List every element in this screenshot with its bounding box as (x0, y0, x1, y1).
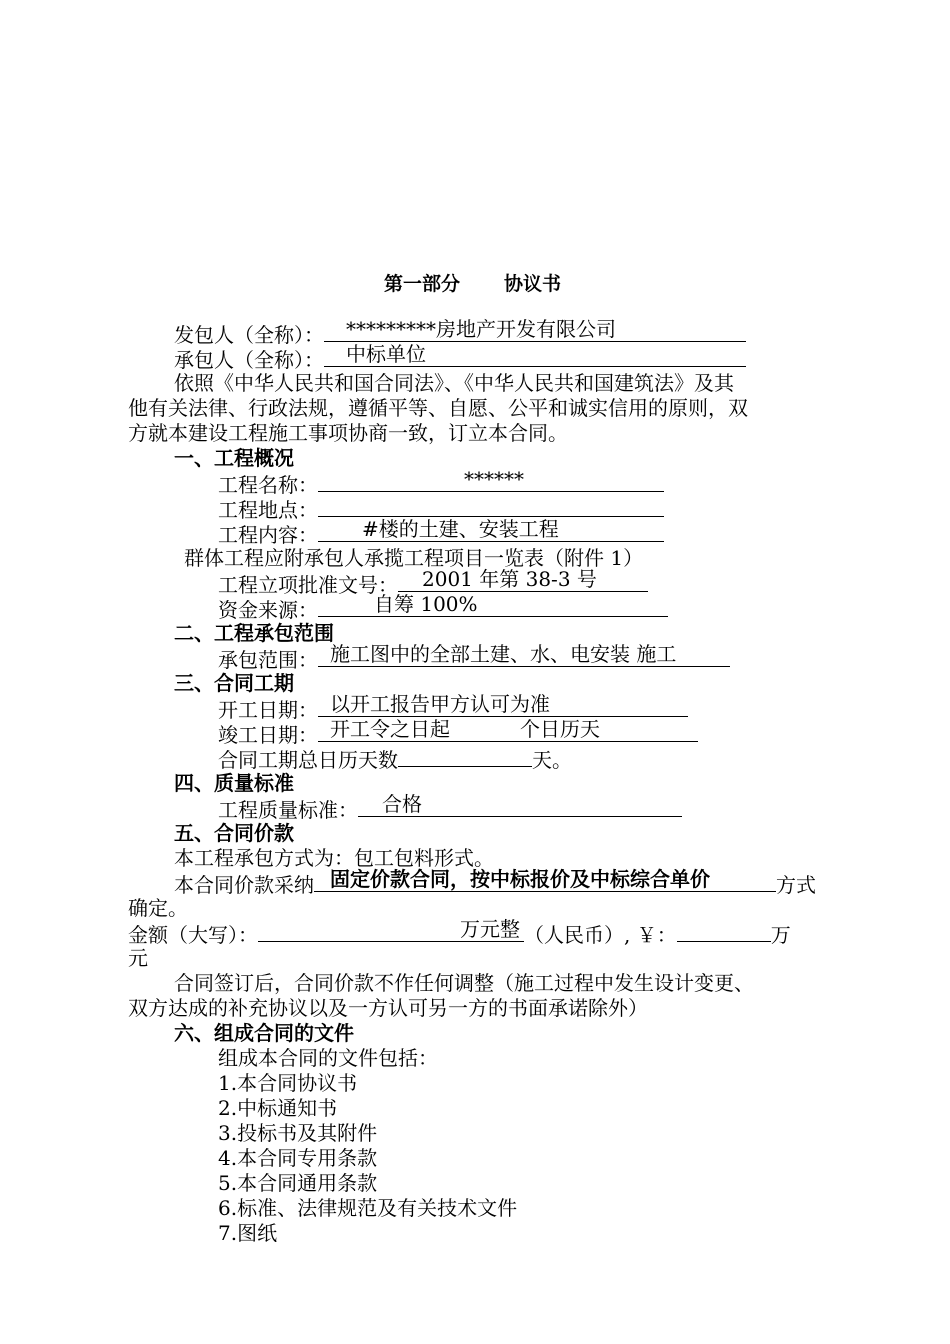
amount-unit: 万元整 (460, 917, 520, 941)
price-method-cont: 确定。 (128, 896, 188, 920)
end-date-value-b: 个日历天 (520, 717, 600, 741)
total-days-label: 合同工期总日历天数 (218, 748, 398, 772)
title-part: 第一部分 (384, 273, 461, 295)
contractor-field (324, 342, 746, 367)
section-3-heading: 三、合同工期 (174, 671, 294, 695)
contract-mode-line: 本工程承包方式为：包工包料形式。 (174, 846, 494, 870)
section-2-heading: 二、工程承包范围 (174, 621, 334, 645)
page-title (384, 272, 561, 296)
price-note-line-2: 双方达成的补充协议以及一方认可另一方的书面承诺除外） (128, 996, 648, 1020)
project-content-line (218, 517, 664, 547)
contractor-label: 承包人（全称）： (174, 348, 324, 372)
intro-line-2: 他有关法律、行政法规，遵循平等、自愿、公平和诚实信用的原则，双 (128, 396, 748, 420)
scope-value: 施工图中的全部土建、水、电安装 施工 (330, 642, 677, 666)
intro-line-3: 方就本建设工程施工事项协商一致，订立本合同。 (128, 421, 568, 445)
start-date-value: 以开工报告甲方认可为准 (330, 692, 550, 716)
document-item: 7.图纸 (218, 1221, 278, 1245)
employer-line (174, 317, 746, 347)
document-item: 1.本合同协议书 (218, 1071, 358, 1095)
funding-source-label: 资金来源： (218, 598, 318, 622)
amount-words-field (258, 917, 524, 942)
quality-value: 合格 (382, 792, 422, 816)
quality-field (358, 792, 682, 817)
group-project-note: 群体工程应附承包人承揽工程项目一览表（附件 1） (184, 546, 644, 570)
project-content-label: 工程内容： (218, 523, 318, 547)
total-days-field (398, 746, 532, 767)
end-date-field (318, 717, 698, 742)
contractor-line (174, 342, 746, 372)
document-item: 6.标准、法律规范及有关技术文件 (218, 1196, 518, 1220)
amount-label: 金额（大写）： (128, 923, 258, 947)
document-item: 4.本合同专用条款 (218, 1146, 378, 1170)
intro-line-1: 依照《中华人民共和国合同法》、《中华人民共和国建筑法》及其 (174, 371, 734, 395)
funding-source-field (318, 592, 668, 617)
approval-number-field (398, 567, 648, 592)
document-item: 5.本合同通用条款 (218, 1171, 378, 1195)
amount-unit-2-cont: 元 (128, 946, 148, 970)
project-location-label: 工程地点： (218, 498, 318, 522)
approval-number-label: 工程立项批准文号： (218, 573, 398, 597)
project-content-field (318, 517, 664, 542)
total-days-unit: 天。 (532, 748, 572, 772)
end-date-line (218, 717, 698, 747)
funding-source-line (218, 592, 668, 622)
document-item: 2.中标通知书 (218, 1096, 338, 1120)
section-4-heading: 四、质量标准 (174, 771, 294, 795)
amount-figure-field (677, 921, 771, 942)
end-date-value-a: 开工令之日起 (330, 717, 450, 741)
document-item: 3.投标书及其附件 (218, 1121, 378, 1145)
section-6-heading: 六、组成合同的文件 (174, 1021, 354, 1045)
price-method-line (174, 867, 816, 897)
title-name: 协议书 (504, 273, 562, 295)
quality-line (218, 792, 682, 822)
amount-line (128, 917, 791, 947)
project-name-line (218, 467, 664, 497)
project-name-field (318, 467, 664, 492)
employer-value: *********房地产开发有限公司 (346, 317, 616, 341)
start-date-label: 开工日期： (218, 698, 318, 722)
funding-source-value: 自筹 100% (374, 592, 478, 616)
section-5-heading: 五、合同价款 (174, 821, 294, 845)
end-date-label: 竣工日期： (218, 723, 318, 747)
employer-field (324, 317, 746, 342)
project-name-label: 工程名称： (218, 473, 318, 497)
project-name-value: ****** (464, 467, 524, 491)
price-method-value: 固定价款合同，按中标报价及中标综合单价 (330, 867, 710, 891)
price-note-line-1: 合同签订后，合同价款不作任何调整（施工过程中发生设计变更、 (174, 971, 754, 995)
price-method-prefix: 本合同价款采纳 (174, 873, 314, 897)
quality-label: 工程质量标准： (218, 798, 358, 822)
approval-number-value: 2001 年第 38-3 号 (422, 567, 597, 591)
amount-rmb-label: （人民币）, ￥： (524, 923, 677, 947)
section-1-heading: 一、工程概况 (174, 446, 294, 470)
contractor-value: 中标单位 (346, 342, 426, 366)
scope-line (218, 642, 730, 672)
documents-intro: 组成本合同的文件包括： (218, 1046, 438, 1070)
employer-label: 发包人（全称）： (174, 323, 324, 347)
price-method-suffix: 方式 (776, 873, 816, 897)
start-date-field (318, 692, 688, 717)
scope-label: 承包范围： (218, 648, 318, 672)
project-content-value: #楼的土建、安装工程 (362, 517, 559, 541)
start-date-line (218, 692, 688, 722)
total-days-line (218, 746, 572, 772)
price-method-field (314, 867, 776, 892)
scope-field (318, 642, 730, 667)
amount-unit-2: 万 (770, 923, 791, 947)
project-location-field (318, 496, 664, 517)
